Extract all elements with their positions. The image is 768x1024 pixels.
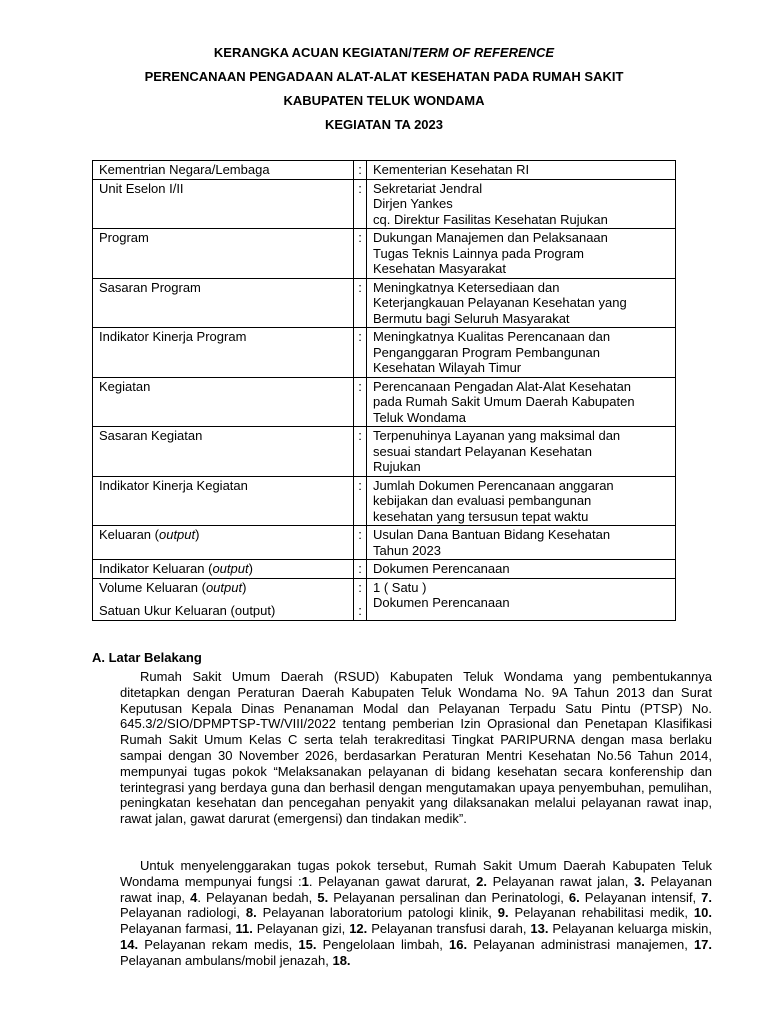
row-label: Kegiatan xyxy=(93,377,354,427)
row-value: Terpenuhinya Layanan yang maksimal dan sesuai standart Pelayanan Kesehatan Rujukan xyxy=(367,427,676,477)
row-label: Sasaran Kegiatan xyxy=(93,427,354,477)
table-row xyxy=(93,560,676,579)
row-colon: : xyxy=(354,560,367,579)
row-label: Indikator Kinerja Program xyxy=(93,328,354,378)
row-label: Keluaran (output) xyxy=(93,526,354,560)
table-row xyxy=(93,526,676,560)
row-colon: : xyxy=(354,526,367,560)
row-label: Volume Keluaran (output) Satuan Ukur Keluaran (output) xyxy=(93,578,354,620)
row-colon: : xyxy=(354,229,367,279)
paragraph-2-text: Untuk menyelenggarakan tugas pokok tersebut, Rumah Sakit Umum Daerah Kabupaten Teluk Wondama mempunyai fungsi :1. Pelayanan gawat darurat, 2. Pelayanan rawat jalan, 3. Pelayanan rawat inap, 4. Pelayanan bedah, 5. Pelayanan persalinan dan Perinatologi, 6. Pelayanan intensif, 7. Pelayanan radiologi, 8. Pelayanan laboratorium patologi klinik, 9. Pelayanan rehabilitasi medik, 10. Pelayanan farmasi, 11. Pelayanan gizi, 12. Pelayanan transfusi darah, 13. Pelayanan keluarga miskin, 14. Pelayanan rekam medis, 15. Pengelolaan limbah, 16. Pelayanan administrasi manajemen, 17. Pelayanan ambulans/mobil jenazah, 18. xyxy=(120,858,713,968)
row-colon: : xyxy=(354,179,367,229)
row-value: Sekretariat Jendral Dirjen Yankes cq. Direktur Fasilitas Kesehatan Rujukan xyxy=(367,179,676,229)
row-label: Sasaran Program xyxy=(93,278,354,328)
table-row xyxy=(93,278,676,328)
row-colon: : xyxy=(354,161,367,180)
row-label: Program xyxy=(93,229,354,279)
row-value: Dukungan Manajemen dan Pelaksanaan Tugas Teknis Lainnya pada Program Kesehatan Masyarakat xyxy=(367,229,676,279)
row-value: Usulan Dana Bantuan Bidang Kesehatan Tahun 2023 xyxy=(367,526,676,560)
section-a-title: A. Latar Belakang xyxy=(92,650,202,665)
row-colon: : : xyxy=(354,578,367,620)
row-value: 1 ( Satu ) Dokumen Perencanaan xyxy=(367,578,676,620)
row-colon: : xyxy=(354,328,367,378)
row-label: Indikator Keluaran (output) xyxy=(93,560,354,579)
table-row xyxy=(93,476,676,526)
paragraph-latar-belakang-2 xyxy=(120,858,712,969)
row-colon: : xyxy=(354,278,367,328)
title-line-3: KABUPATEN TELUK WONDAMA xyxy=(283,93,485,108)
title-line-2: PERENCANAAN PENGADAAN ALAT-ALAT KESEHATAN PADA RUMAH SAKIT xyxy=(144,69,624,84)
table-row xyxy=(93,377,676,427)
row-value: Meningkatnya Ketersediaan dan Keterjangkauan Pelayanan Kesehatan yang Bermutu bagi Seluruh Masyarakat xyxy=(367,278,676,328)
row-label: Unit Eselon I/II xyxy=(93,179,354,229)
table-row xyxy=(93,578,676,620)
table-row xyxy=(93,427,676,477)
row-colon: : xyxy=(354,377,367,427)
table-row xyxy=(93,161,676,180)
paragraph-latar-belakang-1 xyxy=(120,669,712,827)
table-row xyxy=(93,328,676,378)
paragraph-1-text: Rumah Sakit Umum Daerah (RSUD) Kabupaten Teluk Wondama yang pembentukannya ditetapkan dengan Peraturan Daerah Kabupaten Teluk Wondama No. 9A Tahun 2013 dan Surat Keputusan Kepala Dinas Penanaman Modal dan Pelayanan Terpadu Satu Pintu (PTSP) No. 645.3/2/SIO/DPMPTSP-TW/VIII/2022 tentang pemberian Izin Oprasional dan Penetapan Klasifikasi Rumah Sakit Umum Kelas C serta telah terakreditasi Tingkat PARIPURNA dengan masa berlaku sampai dengan 30 November 2026, berdasarkan Peraturan Mentri Kesehatan No.56 Tahun 2014, mempunyai tugas pokok “Melaksanakan pelayanan di bidang kesehatan secara konferenship dan terintegrasi yang berdaya guna dan berhasil dengan mengutamakan upaya penyembuhan, pemulihan, peningkatan kesehatan dan pencegahan penyakit yang dilaksanakan melalui pelayanan rawat inap, rawat jalan, gawat darurat (emergensi) dan tindakan medik”. xyxy=(120,669,712,827)
title-line-1: KERANGKA ACUAN KEGIATAN/TERM OF REFERENCE xyxy=(213,45,555,60)
row-value: Jumlah Dokumen Perencanaan anggaran kebijakan dan evaluasi pembangunan kesehatan yang tersusun tepat waktu xyxy=(367,476,676,526)
row-value: Perencanaan Pengadan Alat-Alat Kesehatan pada Rumah Sakit Umum Daerah Kabupaten Teluk Wondama xyxy=(367,377,676,427)
row-label: Kementrian Negara/Lembaga xyxy=(93,161,354,180)
title-line-4: KEGIATAN TA 2023 xyxy=(325,117,443,132)
table-row xyxy=(93,179,676,229)
row-label: Indikator Kinerja Kegiatan xyxy=(93,476,354,526)
row-value: Kementerian Kesehatan RI xyxy=(367,161,676,180)
row-colon: : xyxy=(354,427,367,477)
row-value: Meningkatnya Kualitas Perencanaan dan Penganggaran Program Pembangunan Kesehatan Wilayah Timur xyxy=(367,328,676,378)
row-value: Dokumen Perencanaan xyxy=(367,560,676,579)
table-row xyxy=(93,229,676,279)
row-colon: : xyxy=(354,476,367,526)
reference-table xyxy=(92,160,676,621)
